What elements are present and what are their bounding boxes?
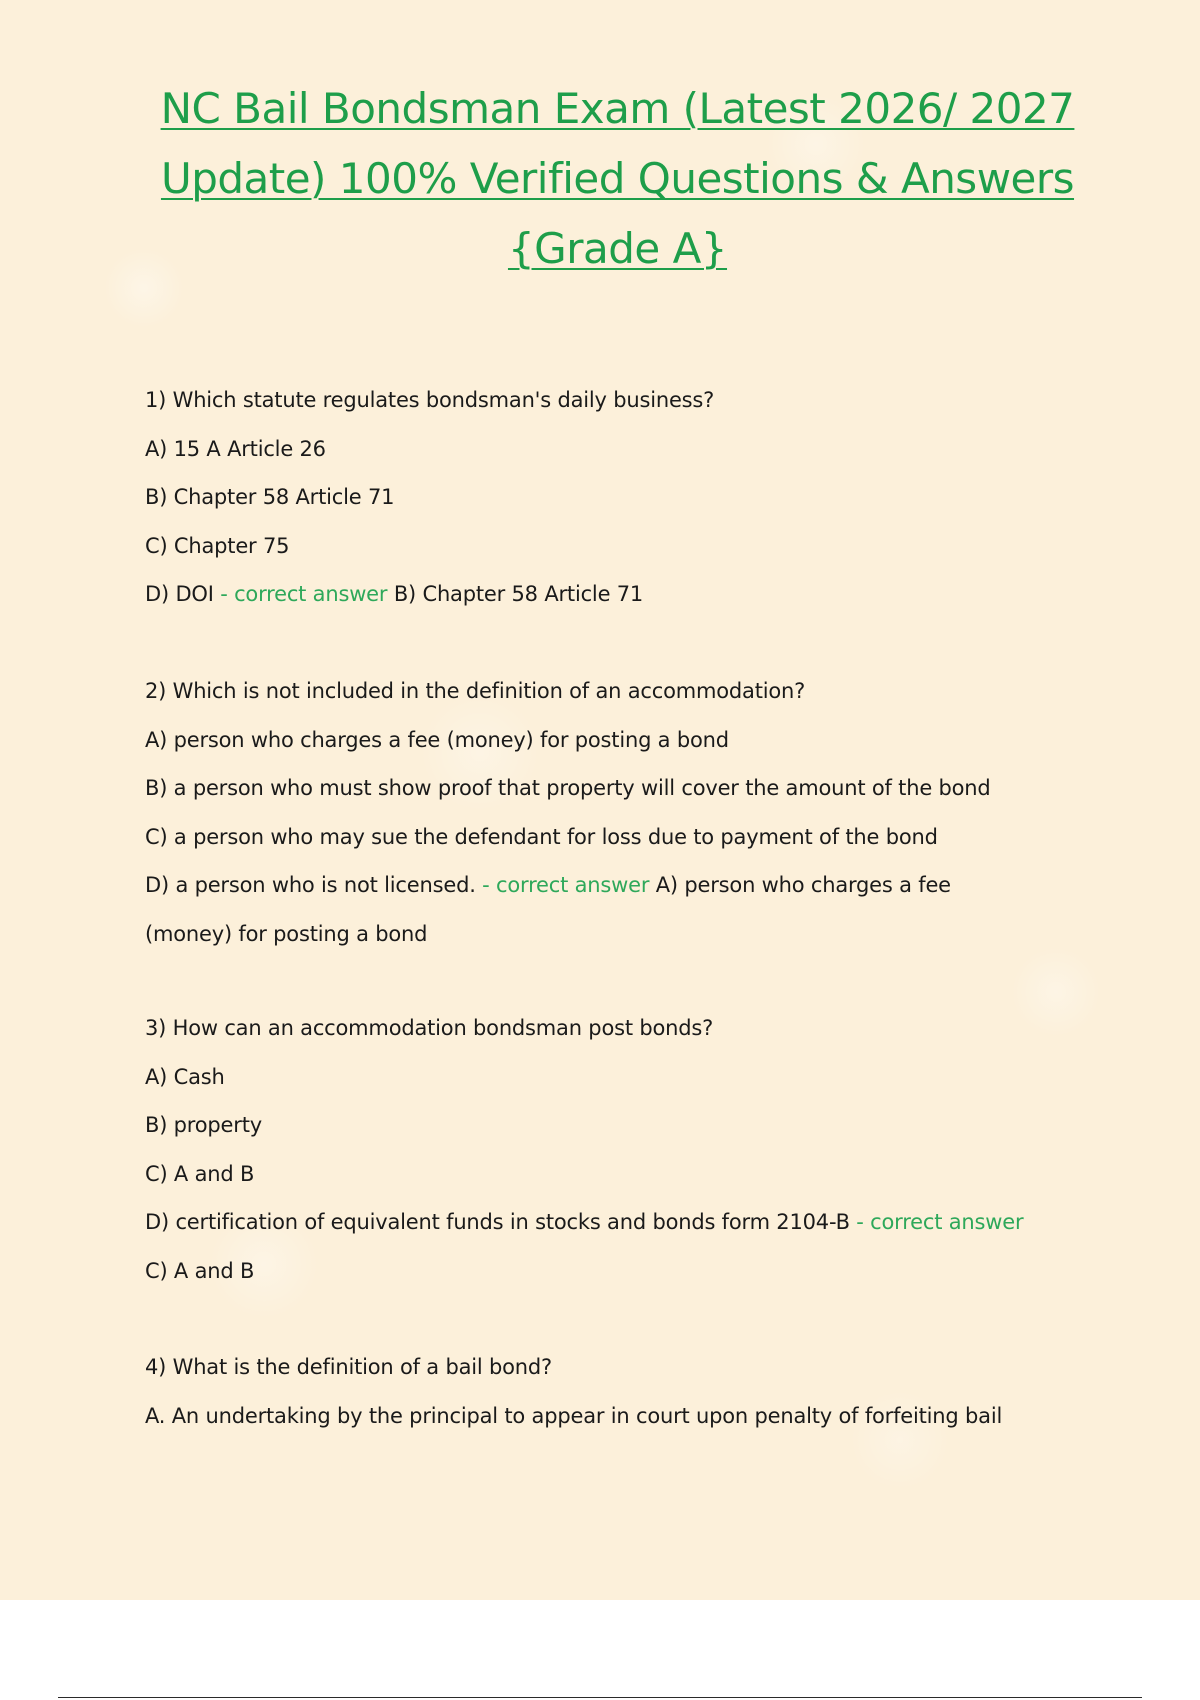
document-title: NC Bail Bondsman Exam (Latest 2026/ 2027 Update) 100% Verified Questions & Answers {Grade A} <box>160 84 1075 273</box>
answer-line <box>145 861 1025 958</box>
question-block-1 <box>145 376 1095 619</box>
question-block-3 <box>145 1004 1095 1296</box>
answer-option: C) A and B <box>145 1161 255 1186</box>
answer-option: A) Cash <box>145 1064 225 1089</box>
answer-option: A) person who charges a fee (money) for posting a bond <box>145 727 729 752</box>
question-text: 1) Which statute regulates bondsman's daily business? <box>145 388 715 412</box>
answer-line <box>145 1198 1095 1247</box>
question-text: 3) How can an accommodation bondsman post bonds? <box>145 1016 714 1040</box>
answer-option: A. An undertaking by the principal to appear in court upon penalty of forfeiting bail <box>145 1403 1003 1428</box>
answer-option: C) a person who may sue the defendant for loss due to payment of the bond <box>145 824 938 849</box>
footer-divider <box>58 1697 1142 1698</box>
answer-line <box>145 570 1095 619</box>
question-block-2 <box>145 667 1095 959</box>
question-text: 2) Which is not included in the definition of an accommodation? <box>145 679 806 703</box>
answer-option: C) Chapter 75 <box>145 533 290 558</box>
answer-option: B) property <box>145 1113 262 1138</box>
answer-option: B) a person who must show proof that property will cover the amount of the bond <box>145 776 991 801</box>
answer-option: D) certification of equivalent funds in stocks and bonds form 2104-B <box>145 1210 850 1235</box>
correct-answer-marker: - correct answer <box>220 582 388 607</box>
answer-option: B) Chapter 58 Article 71 <box>145 485 395 510</box>
question-text: 4) What is the definition of a bail bond? <box>145 1355 552 1379</box>
answer-option: D) a person who is not licensed. <box>145 873 476 898</box>
answer-option: A) 15 A Article 26 <box>145 436 326 461</box>
question-block-4 <box>145 1343 1095 1440</box>
correct-answer: B) Chapter 58 Article 71 <box>393 582 644 607</box>
correct-answer: A) person who charges a fee (money) for posting a bond <box>145 873 951 946</box>
correct-answer-marker: - correct answer <box>856 1210 1024 1235</box>
correct-answer-marker: - correct answer <box>482 873 650 898</box>
correct-answer: C) A and B <box>145 1258 255 1283</box>
answer-option: D) DOI <box>145 582 214 607</box>
